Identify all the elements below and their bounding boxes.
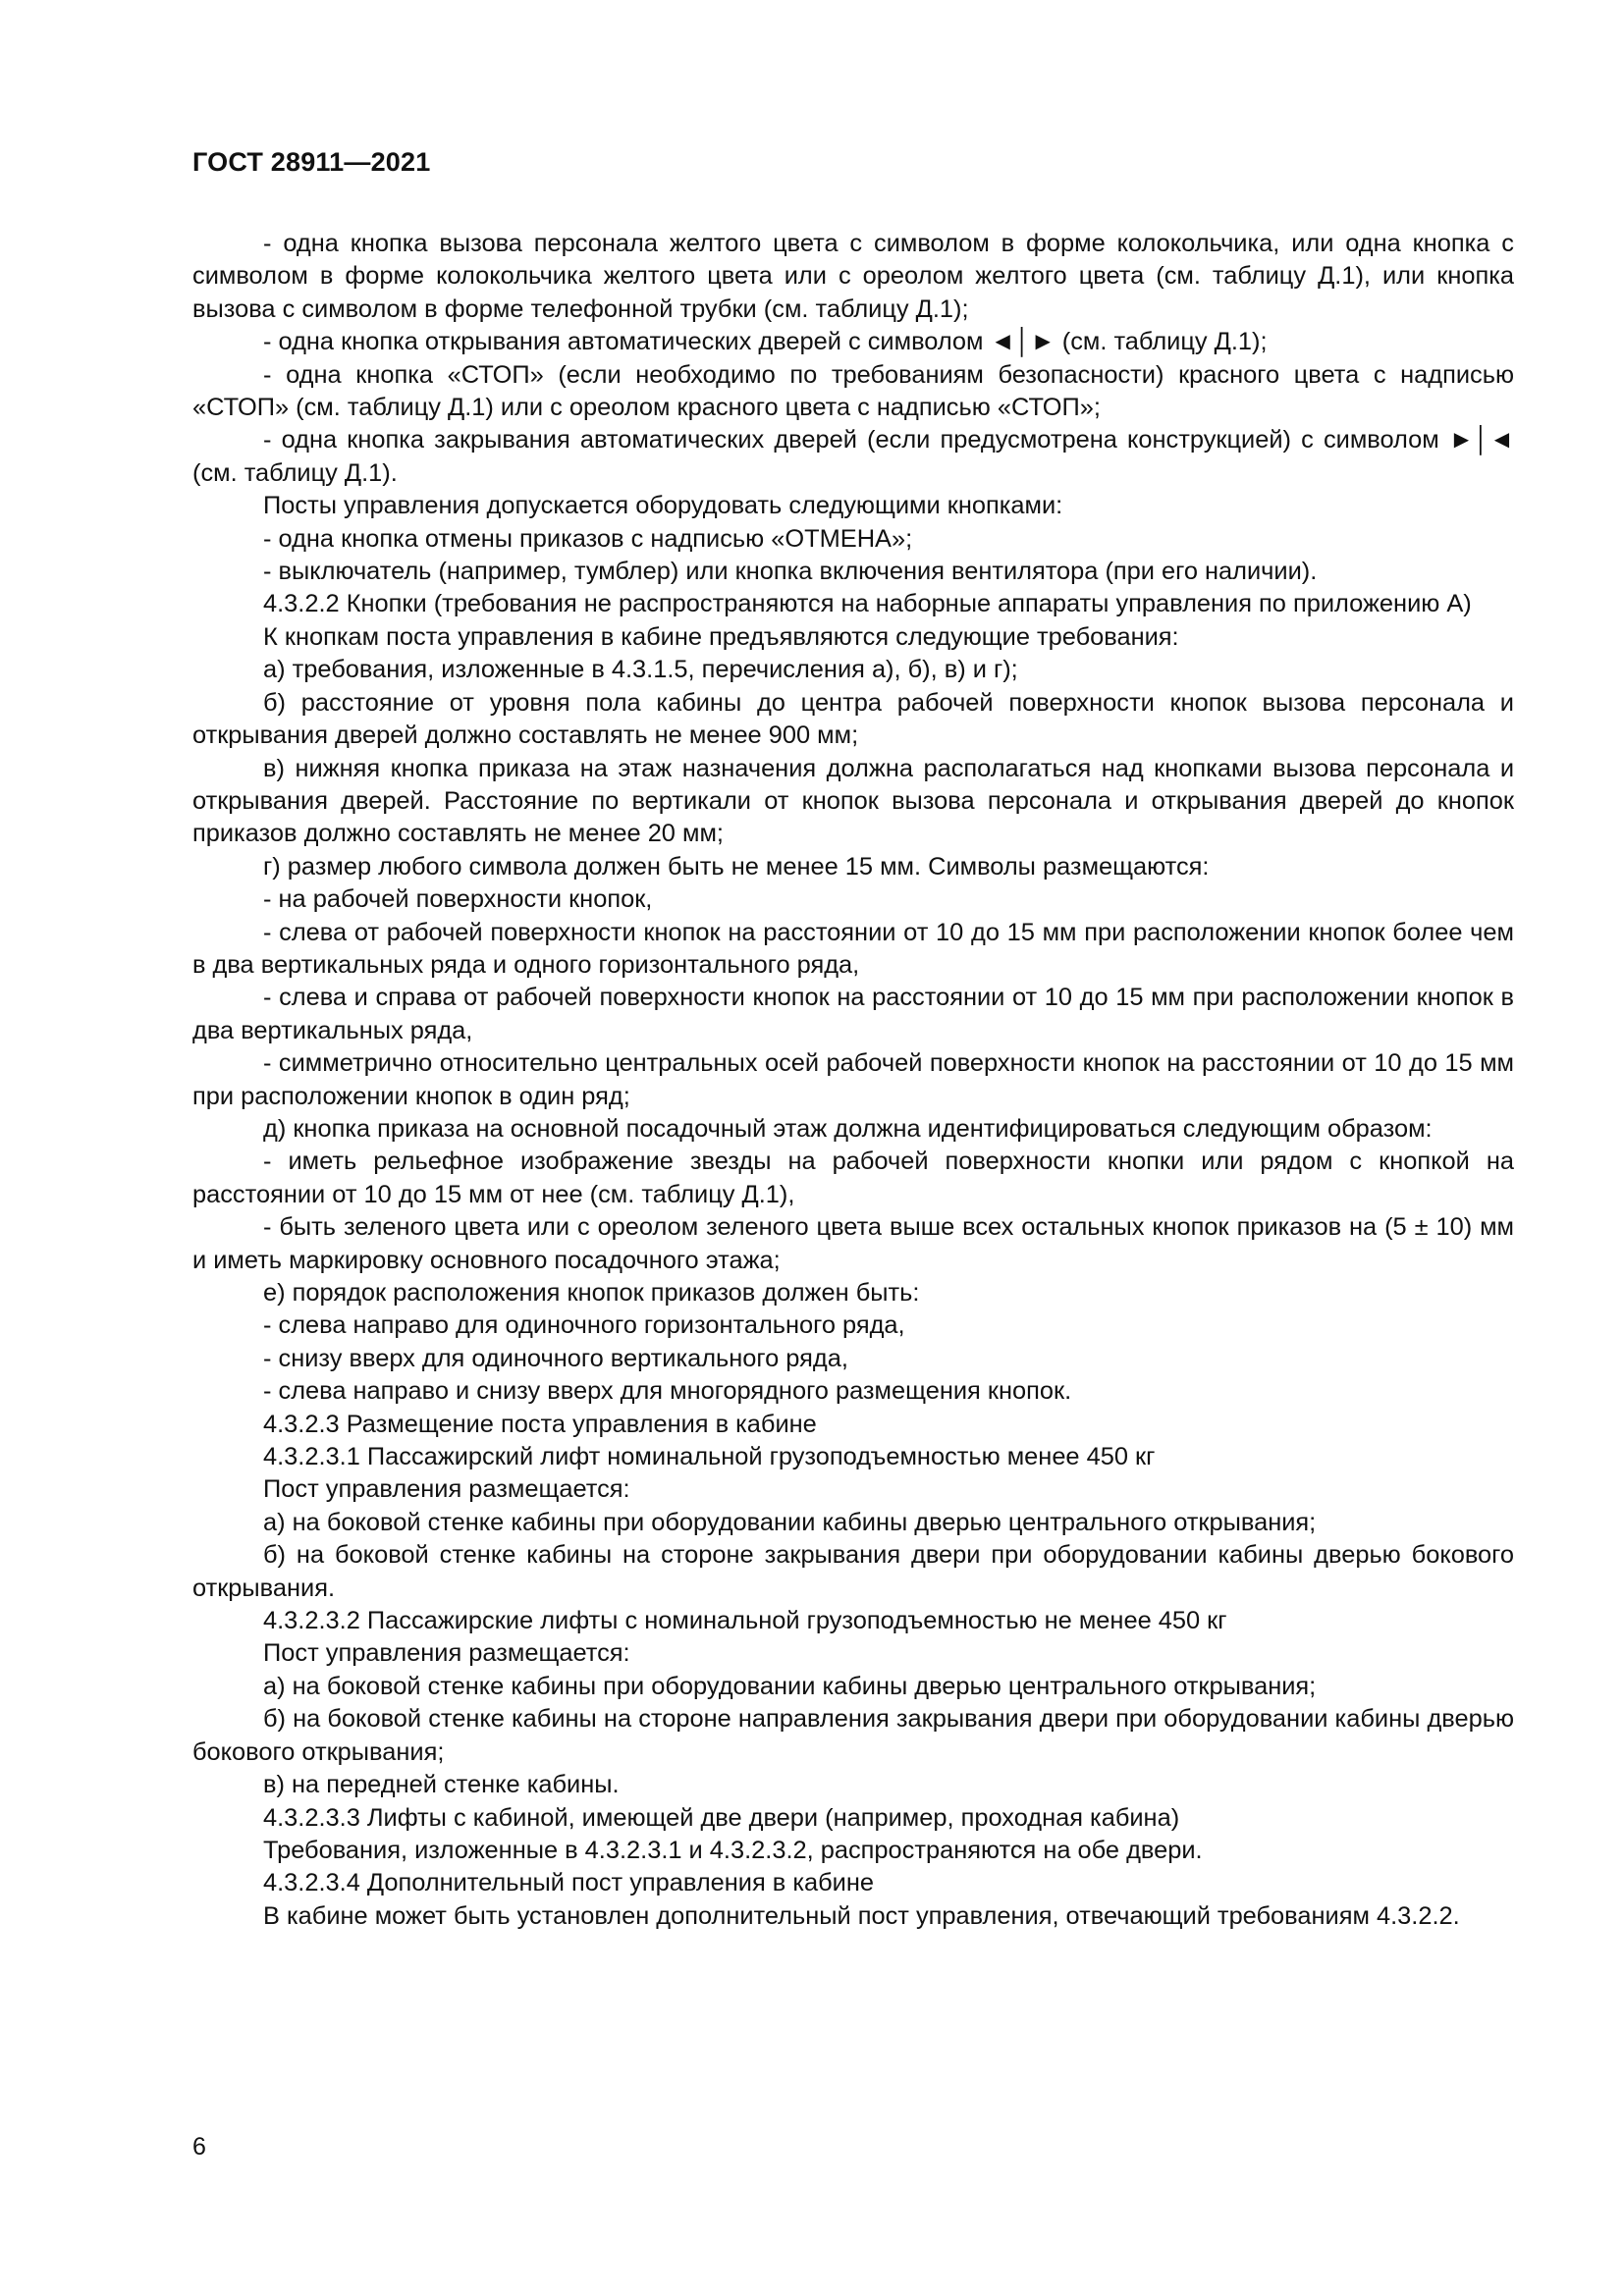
paragraph: Требования, изложенные в 4.3.2.3.1 и 4.3.2.3.2, распространяются на обе двери.	[263, 1836, 1203, 1864]
paragraph: б) на боковой стенке кабины на стороне закрывания двери при оборудовании кабины дверью бокового открывания.	[192, 1541, 1514, 1602]
paragraph: В кабине может быть установлен дополнительный пост управления, отвечающий требованиям 4.3.2.2.	[263, 1901, 1460, 1930]
paragraph: д) кнопка приказа на основной посадочный этаж должна идентифицироваться следующим образом:	[263, 1114, 1433, 1143]
paragraph: - на рабочей поверхности кнопок,	[263, 885, 653, 914]
paragraph: 4.3.2.2 Кнопки (требования не распространяются на наборные аппараты управления по приложению А)	[263, 590, 1472, 618]
paragraph: 4.3.2.3.3 Лифты с кабиной, имеющей две двери (например, проходная кабина)	[263, 1803, 1180, 1832]
paragraph: - одна кнопка закрывания автоматических дверей (если предусмотрена конструкцией) с символом ►│◄ (см. таблицу Д.1).	[192, 426, 1514, 487]
paragraph: Посты управления допускается оборудовать следующими кнопками:	[263, 492, 1063, 520]
paragraph: Пост управления размещается:	[263, 1475, 630, 1504]
paragraph: - снизу вверх для одиночного вертикального ряда,	[263, 1344, 848, 1372]
paragraph: в) на передней стенке кабины.	[263, 1771, 620, 1799]
paragraph: - одна кнопка открывания автоматических дверей с символом ◄│► (см. таблицу Д.1);	[263, 328, 1268, 356]
paragraph: - слева и справа от рабочей поверхности кнопок на расстоянии от 10 до 15 мм при расположении кнопок в два вертикальных ряда,	[192, 984, 1514, 1044]
paragraph: К кнопкам поста управления в кабине предъявляются следующие требования:	[263, 622, 1179, 651]
paragraph: - слева направо для одиночного горизонтального ряда,	[263, 1311, 905, 1340]
paragraph: 4.3.2.3.2 Пассажирские лифты с номинальной грузоподъемностью не менее 450 кг	[263, 1607, 1227, 1635]
paragraph: - одна кнопка вызова персонала желтого цвета с символом в форме колокольчика, или одна кнопка с символом в форме колокольчика желтого цвета или с ореолом желтого цвета (см. таблицу Д.1), или кнопка вызова с символом в форме телефонной трубки (см. таблицу Д.1);	[192, 230, 1514, 323]
paragraph: Пост управления размещается:	[263, 1639, 630, 1668]
page-number: 6	[192, 2133, 206, 2161]
paragraph: - слева от рабочей поверхности кнопок на расстоянии от 10 до 15 мм при расположении кнопок более чем в два вертикальных ряда и одного горизонтального ряда,	[192, 918, 1514, 979]
paragraph: - выключатель (например, тумблер) или кнопка включения вентилятора (при его наличии).	[263, 558, 1318, 586]
paragraph: - слева направо и снизу вверх для многорядного размещения кнопок.	[263, 1377, 1072, 1406]
paragraph: 4.3.2.3.1 Пассажирский лифт номинальной грузоподъемностью менее 450 кг	[263, 1443, 1156, 1471]
paragraph: г) размер любого символа должен быть не менее 15 мм. Символы размещаются:	[263, 852, 1210, 881]
document-header: ГОСТ 28911—2021	[192, 147, 431, 177]
paragraph: а) на боковой стенке кабины при оборудовании кабины дверью центрального открывания;	[263, 1672, 1317, 1700]
paragraph: 4.3.2.3 Размещение поста управления в кабине	[263, 1410, 817, 1438]
body-text	[192, 228, 1514, 1933]
paragraph: а) требования, изложенные в 4.3.1.5, перечисления а), б), в) и г);	[263, 656, 1018, 684]
paragraph: - одна кнопка отмены приказов с надписью «ОТМЕНА»;	[263, 524, 913, 553]
paragraph: б) на боковой стенке кабины на стороне направления закрывания двери при оборудовании кабины дверью бокового открывания;	[192, 1705, 1514, 1766]
paragraph: е) порядок расположения кнопок приказов должен быть:	[263, 1279, 920, 1307]
paragraph: а) на боковой стенке кабины при оборудовании кабины дверью центрального открывания;	[263, 1508, 1317, 1536]
paragraph: - быть зеленого цвета или с ореолом зеленого цвета выше всех остальных кнопок приказов на (5 ± 10) мм и иметь маркировку основного посадочного этажа;	[192, 1213, 1514, 1274]
paragraph: - одна кнопка «СТОП» (если необходимо по требованиям безопасности) красного цвета с надписью «СТОП» (см. таблицу Д.1) или с ореолом красного цвета с надписью «СТОП»;	[192, 360, 1514, 422]
paragraph: б) расстояние от уровня пола кабины до центра рабочей поверхности кнопок вызова персонала и открывания дверей должно составлять не менее 900 мм;	[192, 688, 1514, 750]
paragraph: - симметрично относительно центральных осей рабочей поверхности кнопок на расстоянии от 10 до 15 мм при расположении кнопок в один ряд;	[192, 1049, 1514, 1110]
paragraph: в) нижняя кнопка приказа на этаж назначения должна располагаться над кнопками вызова персонала и открывания дверей. Расстояние по вертикали от кнопок вызова персонала и открывания дверей до кнопок приказов должно составлять не менее 20 мм;	[192, 754, 1514, 848]
paragraph: - иметь рельефное изображение звезды на рабочей поверхности кнопки или рядом с кнопкой на расстоянии от 10 до 15 мм от нее (см. таблицу Д.1),	[192, 1148, 1514, 1208]
paragraph: 4.3.2.3.4 Дополнительный пост управления в кабине	[263, 1869, 874, 1897]
